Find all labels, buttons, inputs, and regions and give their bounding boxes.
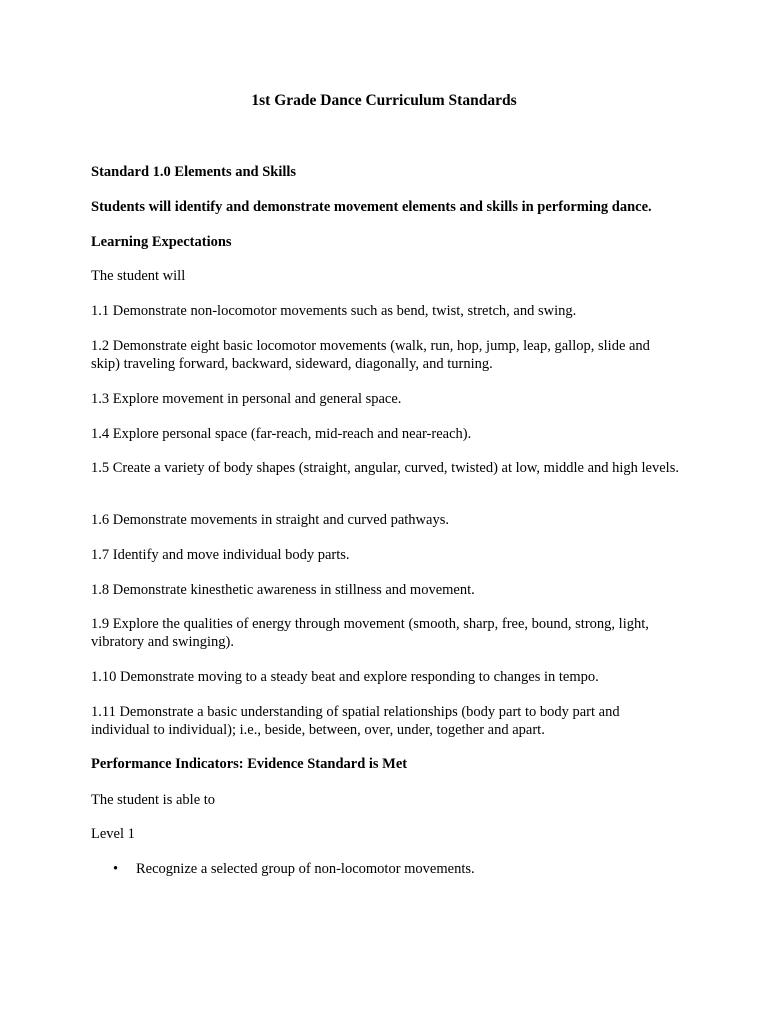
expectation-1-4: 1.4 Explore personal space (far-reach, mid-reach and near-reach).: [91, 426, 472, 442]
standard-statement: Students will identify and demonstrate movement elements and skills in performing dance.: [91, 199, 652, 215]
expectation-1-1: 1.1 Demonstrate non-locomotor movements such as bend, twist, stretch, and swing.: [91, 303, 577, 319]
expectation-1-3: 1.3 Explore movement in personal and general space.: [91, 391, 402, 407]
performance-indicators-heading: Performance Indicators: Evidence Standard is Met: [91, 756, 408, 772]
learning-expectations-heading: Learning Expectations: [91, 234, 232, 250]
level-label: Level 1: [91, 826, 135, 842]
expectation-1-2: 1.2 Demonstrate eight basic locomotor movements (walk, run, hop, jump, leap, gallop, slide and skip) traveling forward, backward, sideward, diagonally, and turning.: [91, 338, 650, 372]
expectation-1-9: 1.9 Explore the qualities of energy through movement (smooth, sharp, free, bound, strong, light, vibratory and swinging).: [91, 616, 649, 650]
bullet-icon: •: [113, 861, 119, 877]
expectation-1-6: 1.6 Demonstrate movements in straight and curved pathways.: [91, 512, 449, 528]
expectation-1-8: 1.8 Demonstrate kinesthetic awareness in stillness and movement.: [91, 582, 475, 598]
student-will-label: The student will: [91, 268, 186, 284]
page-title: 1st Grade Dance Curriculum Standards: [251, 92, 517, 109]
student-able-to-label: The student is able to: [91, 792, 216, 808]
expectation-1-11: 1.11 Demonstrate a basic understanding of spatial relationships (body part to body part and individual to individual); i.e., beside, between, over, under, together and apart.: [91, 704, 620, 738]
expectation-1-7: 1.7 Identify and move individual body parts.: [91, 547, 350, 563]
standard-heading: Standard 1.0 Elements and Skills: [91, 164, 297, 180]
expectation-1-5: 1.5 Create a variety of body shapes (straight, angular, curved, twisted) at low, middle and high levels.: [91, 460, 679, 476]
expectation-1-10: 1.10 Demonstrate moving to a steady beat and explore responding to changes in tempo.: [91, 669, 599, 685]
list-item-text: Recognize a selected group of non-locomotor movements.: [136, 861, 475, 877]
